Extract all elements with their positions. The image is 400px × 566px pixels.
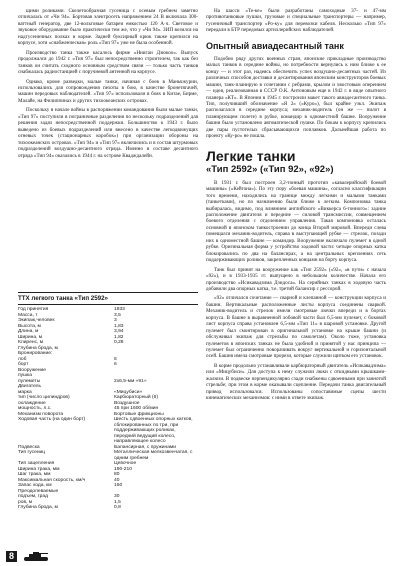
- spec-value: 45 при 1600 об/мин: [114, 406, 159, 411]
- spec-value: 1,83: [114, 323, 124, 329]
- spec-value: Балансирная, с пружинами: [114, 444, 177, 450]
- spec-key: охлаждение: [18, 400, 46, 406]
- spec-key: Бронирование:: [18, 351, 53, 356]
- spec-value: 0,8: [114, 505, 121, 510]
- spec-key: Запас хода, км: [18, 483, 52, 488]
- spec-key: Ширина, м: [18, 334, 43, 340]
- left-column: [18, 8, 198, 162]
- spec-value: 3: [114, 318, 117, 323]
- spec-value: 6: [114, 356, 117, 362]
- spec-key: Высота, м: [18, 323, 41, 329]
- spec-key: мощность, л.с.: [18, 406, 52, 411]
- spec-value: 150: [114, 483, 123, 488]
- spec-key: Глубина брода, м: [18, 345, 58, 351]
- spec-value: 80: [114, 472, 120, 477]
- spec-key: Длина, м: [18, 329, 39, 334]
- spec-key: борт: [18, 362, 29, 367]
- spec-key: Шаг трака, мм: [18, 472, 51, 477]
- spec-value: Воздушное: [114, 400, 140, 406]
- spec-value: 6: [114, 362, 117, 367]
- page-number: 8: [6, 551, 17, 562]
- section-paragraph: Подобно ряду других военных стран, японские прикладные производство малых танков в середине войны, но потребности вернулись к ним ближе к ее концу — и этот раз, надеясь обеспечить успех воздушно-десантных частей. Из различных способов доставки и десантирования японским конструкторов боевых машин, танк-планирую в сочетании с ребрами, крылом и хвостовым оперением — идея, реализованная в СССР О.К. Антоновым еще в 1942 г. в виде опытного планера «КТ». В Японии в 1945 г. построили макет такого авиадесантного танка. Тип, получивший обозначение «Я 2» («Куро»), был крайне узкл. Экипаж располагался в середине корпуса; механик-водитель (он же — пилот в планирующем полете) в рубке, командир в одноместной башне. Вооружение башни было установлено автоматической пушке. По бокам к корпусу крепились две пары пустотелых сбрасывающихся поплавков. Дальнейшая работа по проекту «Ку-ро» не пошла.: [206, 55, 386, 140]
- spec-value: Металлическая мелкозвенчатая, с одним гребнем: [114, 450, 193, 461]
- spec-table-box: [18, 292, 198, 511]
- spec-table-title: ТТХ легкого танка «Тип 2592»: [18, 292, 198, 305]
- spec-key: Глубина брода, м: [18, 505, 58, 510]
- spec-key: лоб: [18, 356, 27, 362]
- spec-key: Двигатель: [18, 384, 42, 389]
- spec-key: тип (число цилиндров): [18, 395, 70, 400]
- spec-value: Цевочное: [114, 461, 137, 466]
- spec-table: [18, 307, 198, 511]
- chapter-title: Легкие танки: [206, 147, 296, 164]
- spec-key: Клиренс, м: [18, 340, 44, 345]
- spec-row: [18, 450, 198, 461]
- spec-value: 190-210: [114, 466, 132, 472]
- spec-value: Шесть сдвоенных опорных катков, сблокированных по три, при поддерживающих роликах, передний ведущий колесо, направляющее колесо: [114, 417, 193, 444]
- spec-key: Ширина трака, мм: [18, 466, 60, 472]
- spec-key: Вооружение: [18, 367, 47, 373]
- left-paragraph-4: Поскольку в начале войны в распоряжении командования были малые танки, «Тип 97» поступили в пограничные разделения по нескольку подразделений для решения задач непосредственной поддержки. Большинство к 1943 г. было выведено из боевых подразделений или внесено в качестве легкодвижущих огневых точек (стационарных коробок») при организации обороны на тихоокеанских островах. «Тип 94» и «Тип 97» включились и в состав штурмовых подразделений воздушно-десантного отряда. Именно в составе десантного отряда «Тип 94» оказались в 1944 г. на острове Квадждалейн.: [18, 107, 198, 159]
- spec-value: Карбюраторный (6): [114, 395, 158, 400]
- left-paragraph-1: щими роликами. Скелетообразная гусеница с осевым гребнем заметно отличалась от «Чи 94». Бортовая электросеть напряжением 24 В включала 300-ваттный генератор, две 12-вольтовые батареи емкостью 120 А·ч. Световое и звуковое оборудование было практически тем же, что у «Чи 94». ЗИП возился на надгусеничных полках и корме. Задней буксирный крюк также крепился на корпусе, хотя «снабженческая» роль «Тип 97» уже не была особенной.: [18, 8, 198, 47]
- spec-value: 40: [114, 477, 120, 483]
- spec-value: 0,28: [114, 340, 124, 345]
- spec-key: Тип гусениц: [18, 450, 46, 455]
- spec-value: 3,5: [114, 312, 121, 318]
- right-paragraph-1: В 1931 г. был построен 3,2-тонный прототип «кавалерийской боевой машины» («Кейгона»). По эту пору «боевая машина», согласно классификации того времени, находились на границе между легкими и малыми танками (танкетками), но по назначению были ближе к легким. Компоновка танка выбиралась, видимо, под влиянием английского «Виккерса 6-тонного»: задние расположение двигателя и передние — силовой трансмиссии, совмещением боевого отделения с отделением управления. Такая компоновка осталась основной в японском танкостроении до конца Второй мировой. Впереди слева помещался механик-водитель, справа в выступающей рубке — стрелок, позади них в одноместной башне — командир. Вооружение включало пулемет в одной рубке. Оригинальная форма у устройство ходовой части: четыре опорных катка блокировались по два на балансирах, а на центральных креплениях сеть поддерживающих роликов, закрепленных концами на борту корпуса.: [206, 179, 386, 264]
- right-paragraph-4: В корме продольно устанавливали карбюраторный двигатель «Исикавадзима» или «Мицубиси». Для доступа к нему служили люки с откидными крышками-жалюзи. В подвеске перпендикулярно сзади снабжены сдвоенными при заннотой стрельбе; при этом в корме оказывали сцепление. Передачи танка двигательный привод использовался. Использованы сопоставимые сцепы шести кинематических механизмов: с ними в ответе экипаж.: [206, 362, 386, 402]
- spec-key: подъем, град: [18, 494, 48, 499]
- chapter-subtitle: «Тип 2592» («Тип 92», «92»): [206, 163, 334, 175]
- left-paragraph-2: Производство танка также касалось фирме «Ниигаи Дзюкоо». Выпуск продолжался до 1942 г. «Тип 97» был непосредственно строителем, так как без танков он считать сходного основным средством связи — только часть танков снабжалась радиостанцией с поручневой антенной на корпусе.: [18, 49, 198, 76]
- spec-key: Масса, т: [18, 312, 38, 318]
- spec-value: «Мицубиси»: [114, 389, 143, 395]
- spec-row: [18, 505, 198, 511]
- right-paragraph-2: Танк был принят на вооружение как «Тип 2592» («92», «в пути» с начала «92»), и в 1933-1935 гг. выпущено в небольшом количестве. Начала его производство «Исикавадзима Дзидоса». На серийных танках в ходовую часть добавили два опорных катка, т.е. третий балансир с рессорой.: [206, 266, 386, 292]
- spec-key: марка: [18, 389, 32, 395]
- spec-value: 3,94: [114, 329, 124, 334]
- left-paragraph-3: Однако, кроме разведки, малые танки, начиная с боев в Маньчжурии, использовались для сопровождения пехоты в бою, в качестве бронетягачей, машин передовых наблюдателей. «Тип 97» использовали в боях в Китае, Бирме, Малайе, на Филиппинах и других тихоокеанских островах.: [18, 78, 198, 104]
- spec-key: Ходовая часть (на один борт): [18, 417, 86, 422]
- spec-key: Год принятия: [18, 307, 49, 312]
- spec-key: Экипаж,человек: [18, 318, 55, 323]
- spec-row: [18, 417, 198, 445]
- spec-key: Тип зацепления: [18, 461, 55, 466]
- spec-value: 2х6,5-мм «91»: [114, 378, 147, 384]
- spec-key: ров, м: [18, 499, 33, 505]
- spec-value: 1,82: [114, 334, 124, 340]
- spec-value: Бортовые фрикционы: [114, 411, 164, 417]
- right-paragraph-3: «92» отличался сочетание — сварной и клепанной — конструкции корпуса и башни. Вертикальные расположенные листы корпуса соединены сваркой. Механик-водитель и стрелок имели смотровые лючки впереди и в бортах корпуса. В башне в выравненной лобовой части был 6,5-мм пулемет, с боковой лист корпуса справа установлен 6,5-мм «Тип 11» в шаровой установке. Другой пулемет был смонтирован в оригинальной установке на крыше башни (и обслуживал экипаж для стрельбы по самолетам). Около тоже, установка пулеметов в японских танках не была удобной и принятой у нас принципа — пулемет был ограниченно поворачивать вокруг вертикальной и горизонтальной осей. Башня имела смотровые прорези, которые служили щитком его установок.: [206, 295, 386, 360]
- spec-key: Максимальная скорость, км/ч: [18, 477, 86, 483]
- spec-key: Преодолеваемые: [18, 488, 59, 494]
- spec-key: пушка: [18, 373, 32, 378]
- spec-value: 1,5: [114, 499, 121, 505]
- spec-key: пулеметы: [18, 378, 41, 384]
- section-title: Опытный авиадесантный танк: [206, 40, 344, 51]
- spec-value: 30: [114, 494, 120, 499]
- right-intro-paragraph: На шасси «Те-ке» были разработаны самоходные 37- и 47-мм противотанковые пушки, грузовые и специальные транспортеры — например, гусеничный транспортер «Ро-ку» для перевозки кабеля. Несколько «Тип 97» передали в БТР передовых артиллерийских наблюдателей.: [206, 8, 386, 34]
- spec-value: 1933: [114, 307, 125, 312]
- spec-key: Подвеска: [18, 444, 40, 450]
- right-column: [206, 8, 386, 553]
- spec-key: Механизм поворота: [18, 411, 64, 417]
- tank-silhouette-icon: [22, 551, 50, 562]
